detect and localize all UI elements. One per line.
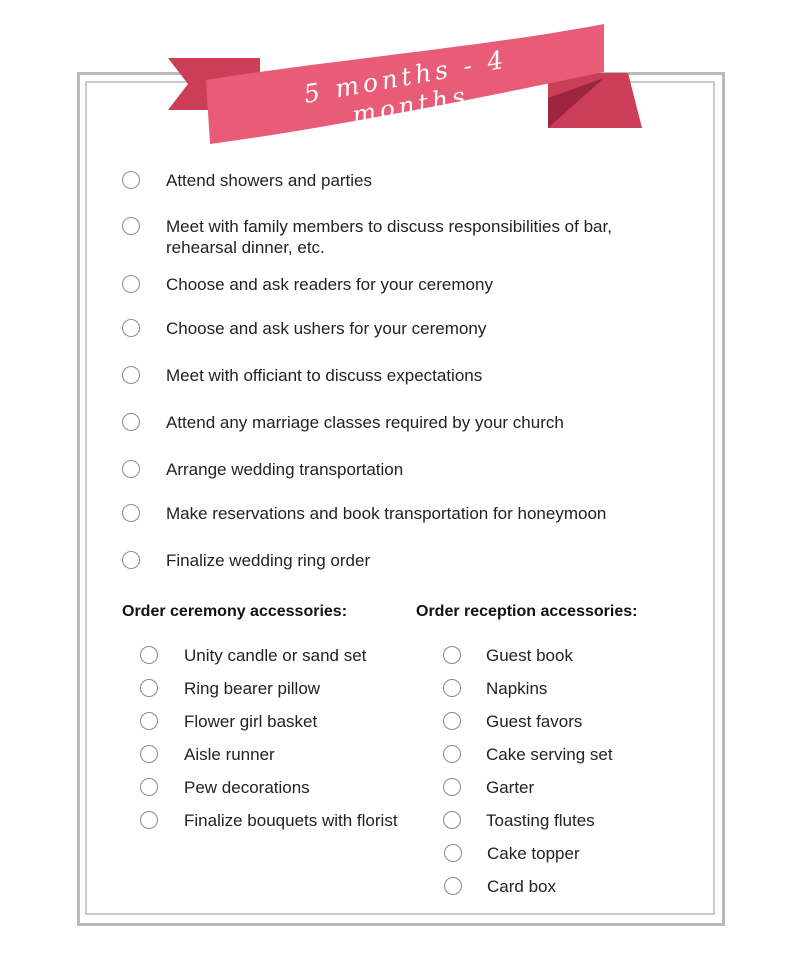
task-label: Finalize wedding ring order [166,551,371,570]
ribbon-title: 5 months - 4 months [301,44,510,130]
task-label: Meet with officiant to discuss expectations [166,366,483,385]
checkbox-circle[interactable] [122,551,140,569]
checkbox-circle[interactable] [444,877,462,895]
checkbox-circle[interactable] [122,319,140,337]
checkbox-circle[interactable] [140,745,158,763]
item-label: Flower girl basket [184,712,318,731]
item-label: Garter [486,778,535,797]
checkbox-circle[interactable] [444,844,462,862]
task-label: Arrange wedding transportation [166,460,404,479]
item-label: Guest book [486,646,573,665]
checkbox-circle[interactable] [443,745,461,763]
item-label: Card box [487,877,556,896]
checkbox-circle[interactable] [122,366,140,384]
checkbox-circle[interactable] [443,646,461,664]
item-label: Finalize bouquets with florist [184,811,398,830]
checkbox-circle[interactable] [122,275,140,293]
checkbox-circle[interactable] [122,413,140,431]
task-label: Attend any marriage classes required by your church [166,413,564,432]
task-label: Choose and ask ushers for your ceremony [166,319,487,338]
checkbox-circle[interactable] [443,811,461,829]
checkbox-circle[interactable] [122,217,140,235]
page-frame-inner [85,81,715,915]
ceremony-heading: Order ceremony accessories: [122,603,348,620]
task-label: Meet with family members to discuss responsibilities of bar, [166,217,612,236]
checkbox-circle[interactable] [122,460,140,478]
checkbox-circle[interactable] [140,712,158,730]
item-label: Toasting flutes [486,811,595,830]
checkbox-circle[interactable] [140,778,158,796]
item-label: Napkins [486,679,548,698]
checkbox-circle[interactable] [140,646,158,664]
item-label: Cake topper [487,844,580,863]
task-label: Attend showers and parties [166,171,373,190]
checkbox-circle[interactable] [140,679,158,697]
checkbox-circle[interactable] [122,171,140,189]
checkbox-circle[interactable] [140,811,158,829]
reception-heading: Order reception accessories: [416,603,638,620]
checkbox-circle[interactable] [122,504,140,522]
title-ribbon [160,18,650,153]
task-label: Choose and ask readers for your ceremony [166,275,493,294]
task-label-continued: rehearsal dinner, etc. [166,238,325,257]
checkbox-circle[interactable] [443,712,461,730]
item-label: Guest favors [486,712,583,731]
item-label: Pew decorations [184,778,310,797]
checkbox-circle[interactable] [443,778,461,796]
item-label: Cake serving set [486,745,613,764]
item-label: Ring bearer pillow [184,679,321,698]
item-label: Aisle runner [184,745,275,764]
task-label: Make reservations and book transportation for honeymoon [166,504,607,523]
item-label: Unity candle or sand set [184,646,367,665]
checkbox-circle[interactable] [443,679,461,697]
